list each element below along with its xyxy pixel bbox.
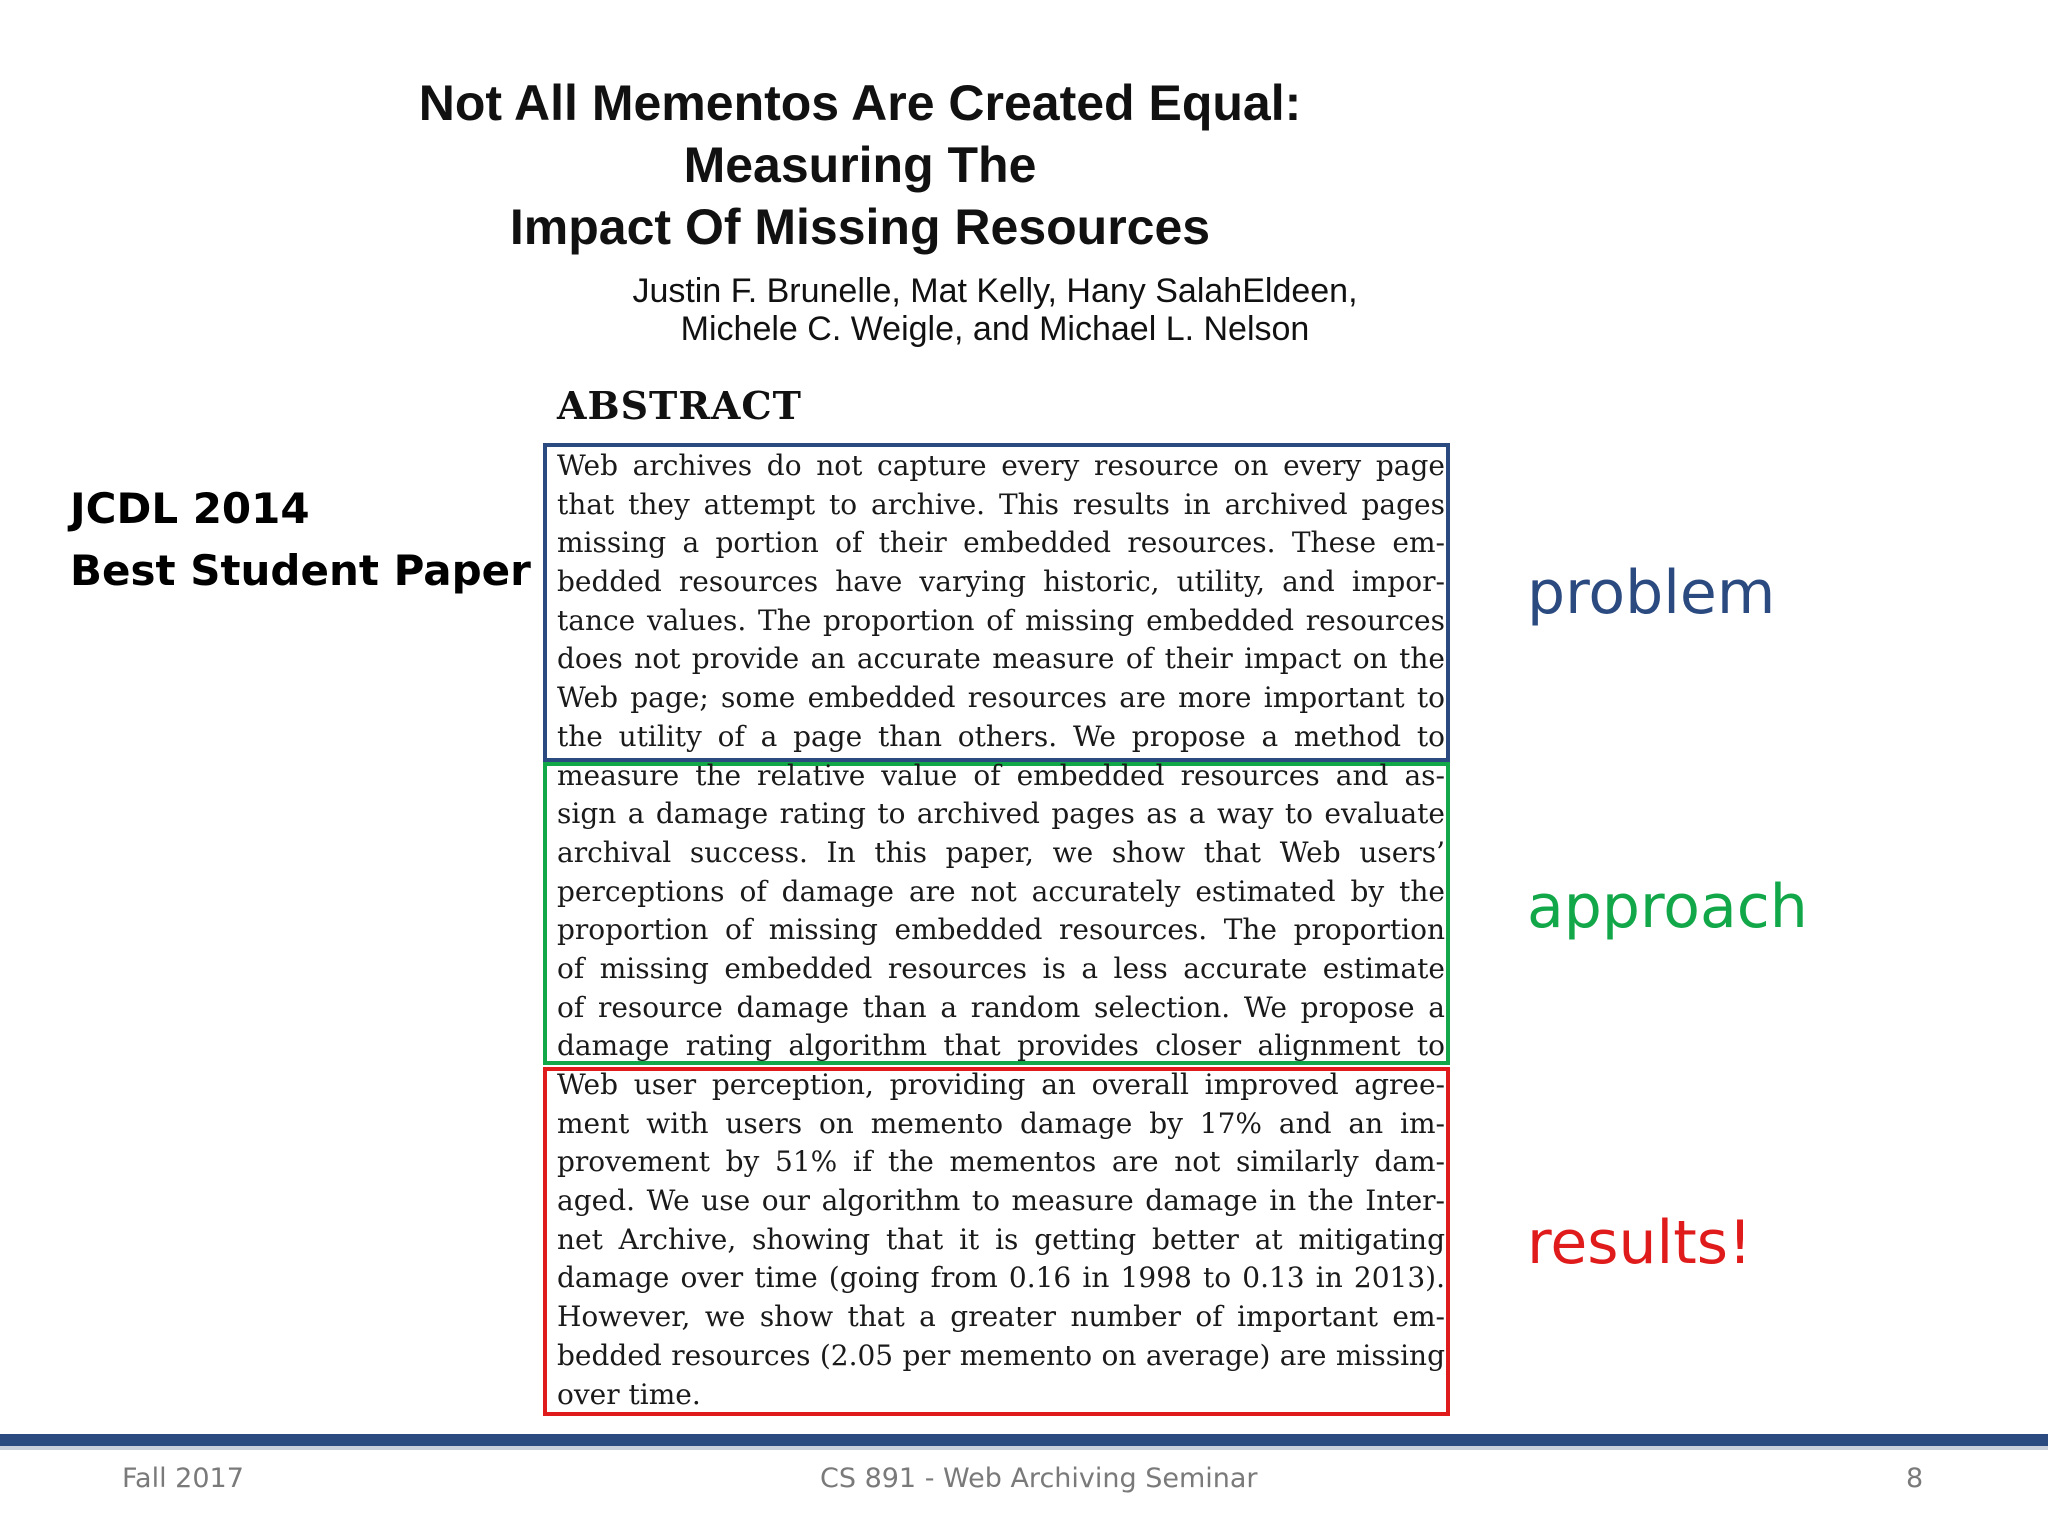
abstract-line: that they attempt to archive. This results in archived pages: [557, 487, 1445, 521]
award-line: Best Student Paper: [70, 546, 531, 595]
abstract-line: bedded resources (2.05 per memento on average) are missing: [557, 1338, 1445, 1372]
abstract-line: Web page; some embedded resources are more important to: [557, 681, 1445, 715]
slide-number: 8: [1906, 1463, 1924, 1494]
abstract-line: the utility of a page than others. We propose a method to: [557, 719, 1445, 753]
approach-label: approach: [1527, 872, 1808, 942]
abstract-line: over time.: [557, 1377, 701, 1411]
footer-term: Fall 2017: [122, 1463, 244, 1494]
abstract-line: net Archive, showing that it is getting better at mitigating: [557, 1222, 1445, 1256]
problem-label: problem: [1527, 558, 1776, 628]
abstract-line: damage rating algorithm that provides closer alignment to: [557, 1029, 1445, 1063]
paper-title-line: Impact Of Missing Resources: [509, 199, 1211, 255]
abstract-line: damage over time (going from 0.16 in 1998 to 0.13 in 2013).: [557, 1261, 1445, 1295]
abstract-line: provement by 51% if the mementos are not similarly dam-: [557, 1145, 1445, 1179]
abstract-line: aged. We use our algorithm to measure damage in the Inter-: [557, 1184, 1445, 1218]
abstract-line: tance values. The proportion of missing embedded resources: [557, 603, 1445, 637]
authors-line: Justin F. Brunelle, Mat Kelly, Hany SalahEldeen,: [632, 272, 1358, 310]
abstract-line: bedded resources have varying historic, utility, and impor-: [557, 565, 1445, 599]
abstract-line: of missing embedded resources is a less accurate estimate: [557, 951, 1445, 985]
authors-line: Michele C. Weigle, and Michael L. Nelson: [680, 310, 1310, 348]
abstract-line: archival success. In this paper, we show that Web users’: [557, 835, 1445, 869]
abstract-line: missing a portion of their embedded resources. These em-: [557, 526, 1445, 560]
abstract-body: [557, 447, 1445, 1414]
abstract-line: sign a damage rating to archived pages as a way to evaluate: [557, 797, 1445, 831]
abstract-line: proportion of missing embedded resources. The proportion: [557, 913, 1445, 947]
abstract-line: does not provide an accurate measure of their impact on the: [557, 642, 1445, 676]
abstract-heading: ABSTRACT: [557, 383, 802, 428]
abstract-line: perceptions of damage are not accurately estimated by the: [557, 874, 1445, 908]
venue-line: JCDL 2014: [70, 484, 310, 533]
footer-rule: [0, 1434, 2048, 1446]
paper-title-line: Not All Mementos Are Created Equal: Measuring The: [418, 75, 1302, 193]
abstract-line: of resource damage than a random selection. We propose a: [557, 990, 1445, 1024]
abstract-line: However, we show that a greater number of important em-: [557, 1300, 1445, 1334]
paper-authors: [520, 272, 1470, 348]
venue-note: [70, 478, 531, 602]
abstract-line: measure the relative value of embedded resources and as-: [557, 758, 1445, 792]
results-label: results!: [1527, 1208, 1753, 1278]
abstract-line: Web user perception, providing an overall improved agree-: [557, 1068, 1445, 1101]
abstract-line: Web archives do not capture every resource on every page: [557, 449, 1445, 482]
abstract-line: ment with users on memento damage by 17% and an im-: [557, 1106, 1445, 1140]
footer-rule-shadow: [0, 1446, 2048, 1450]
paper-title: [300, 72, 1420, 258]
footer-course: CS 891 - Web Archiving Seminar: [820, 1463, 1258, 1494]
